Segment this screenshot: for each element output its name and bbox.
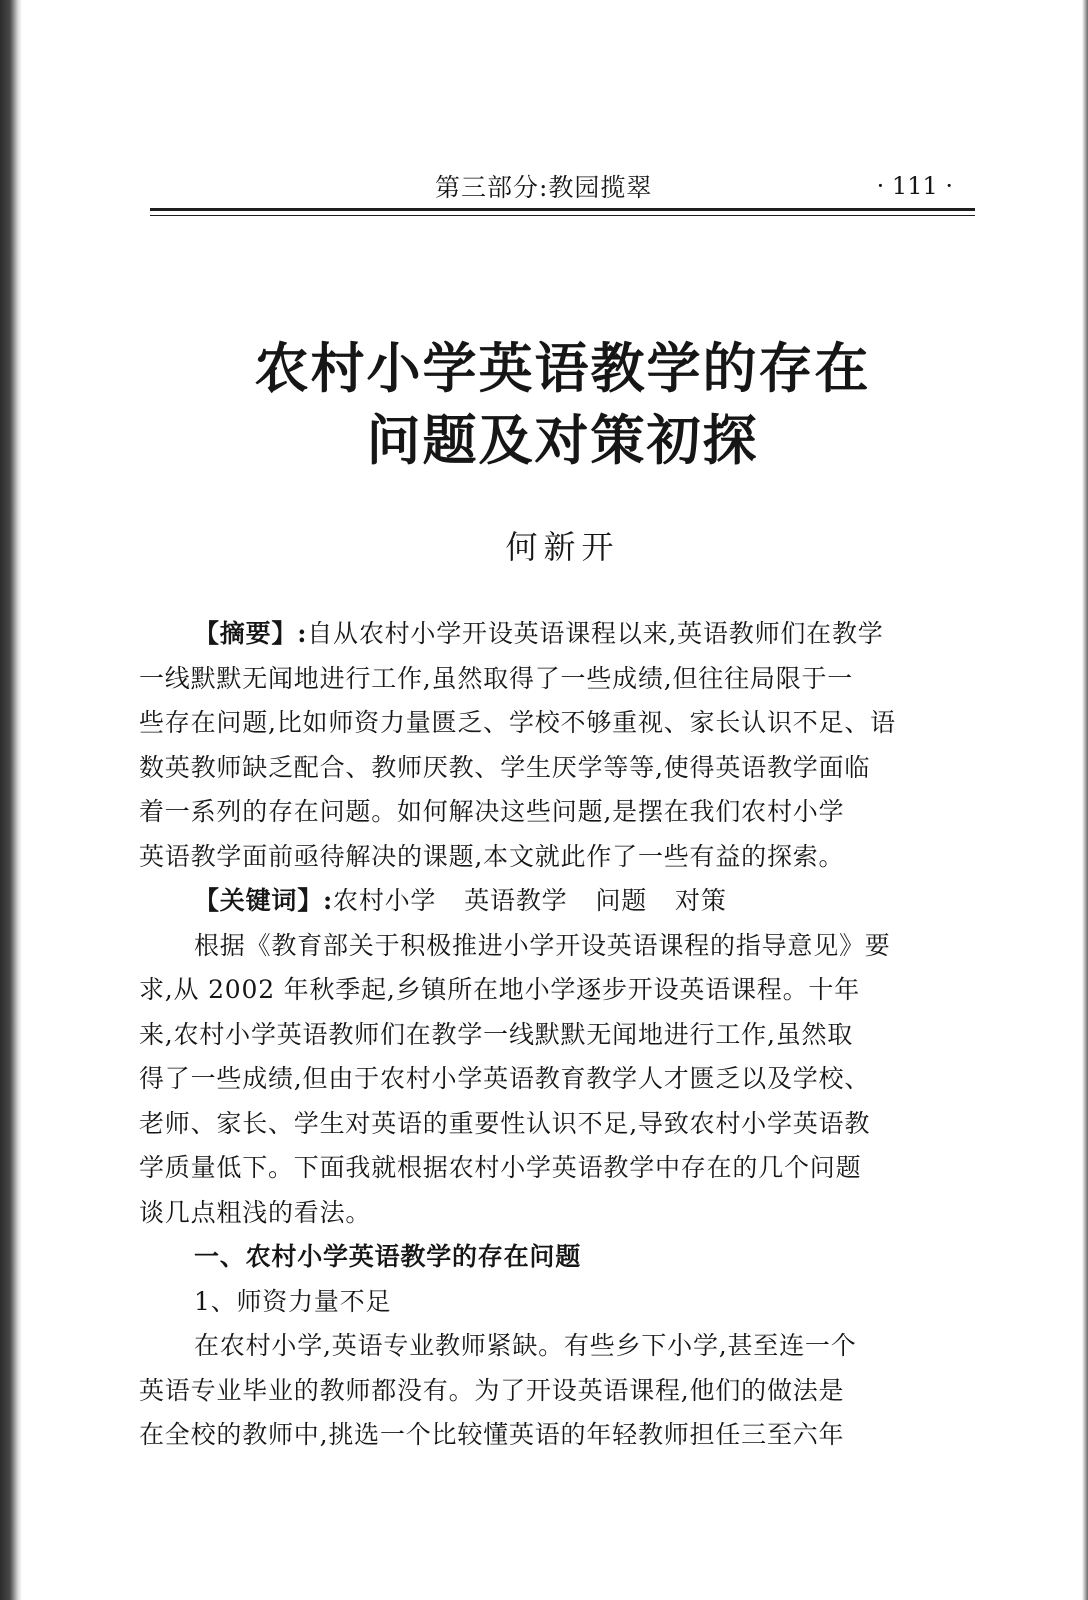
abstract-line: 着一系列的存在问题。如何解决这些问题,是摆在我们农村小学	[139, 797, 845, 826]
paragraph-line: 求,从 2002 年秋季起,乡镇所在地小学逐步开设英语课程。十年	[139, 975, 861, 1004]
abstract-line: 些存在问题,比如师资力量匮乏、学校不够重视、家长认识不足、语	[139, 708, 896, 737]
header-rule-thin	[150, 215, 975, 216]
running-header	[150, 168, 975, 204]
abstract-line: 英语教学面前亟待解决的课题,本文就此作了一些有益的探索。	[139, 841, 845, 871]
abstract-line: 一线默默无闻地进行工作,虽然取得了一些成绩,但往往局限于一	[139, 663, 854, 693]
keywords-label: 【关键词】:	[194, 886, 334, 915]
paragraph-line: 谈几点粗浅的看法。	[139, 1197, 372, 1227]
article-body	[139, 612, 969, 1458]
keywords-line	[139, 879, 969, 924]
paragraph-line: 在农村小学,英语专业教师紧缺。有些乡下小学,甚至连一个	[194, 1331, 857, 1360]
keyword: 对策	[675, 886, 727, 915]
paragraph-line: 英语专业毕业的教师都没有。为了开设英语课程,他们的做法是	[139, 1375, 845, 1405]
keyword: 问题	[595, 886, 648, 915]
article-title	[150, 332, 975, 476]
paragraph-line: 学质量低下。下面我就根据农村小学英语教学中存在的几个问题	[139, 1153, 862, 1182]
paragraph-line: 根据《教育部关于积极推进小学开设英语课程的指导意见》要	[194, 930, 891, 960]
abstract-label: 【摘要】:	[194, 619, 308, 648]
abstract-line	[139, 612, 969, 657]
abstract-text: 自从农村小学开设英语课程以来,英语教师们在教学	[307, 619, 884, 648]
keyword: 英语教学	[464, 886, 568, 915]
page-number: · 111 ·	[876, 172, 953, 200]
paragraph-line: 老师、家长、学生对英语的重要性认识不足,导致农村小学英语教	[139, 1108, 871, 1138]
paragraph-line: 来,农村小学英语教师们在教学一线默默无闻地进行工作,虽然取	[139, 1019, 854, 1049]
section-heading: 一、农村小学英语教学的存在问题	[194, 1242, 582, 1271]
header-rule-thick	[150, 208, 975, 211]
title-line: 农村小学英语教学的存在	[254, 336, 871, 400]
section-name: 第三部分:教园揽翠	[435, 173, 653, 202]
paragraph-line: 得了一些成绩,但由于农村小学英语教育教学人才匮乏以及学校、	[139, 1064, 871, 1093]
title-line: 问题及对策初探	[366, 408, 759, 472]
keyword: 农村小学	[333, 886, 437, 915]
abstract-line: 数英教师缺乏配合、教师厌教、学生厌学等等,使得英语教学面临	[139, 752, 871, 782]
subsection-heading: 1、师资力量不足	[194, 1286, 392, 1316]
paragraph-line: 在全校的教师中,挑选一个比较懂英语的年轻教师担任三至六年	[139, 1420, 845, 1449]
author-name: 何新开	[505, 528, 620, 566]
